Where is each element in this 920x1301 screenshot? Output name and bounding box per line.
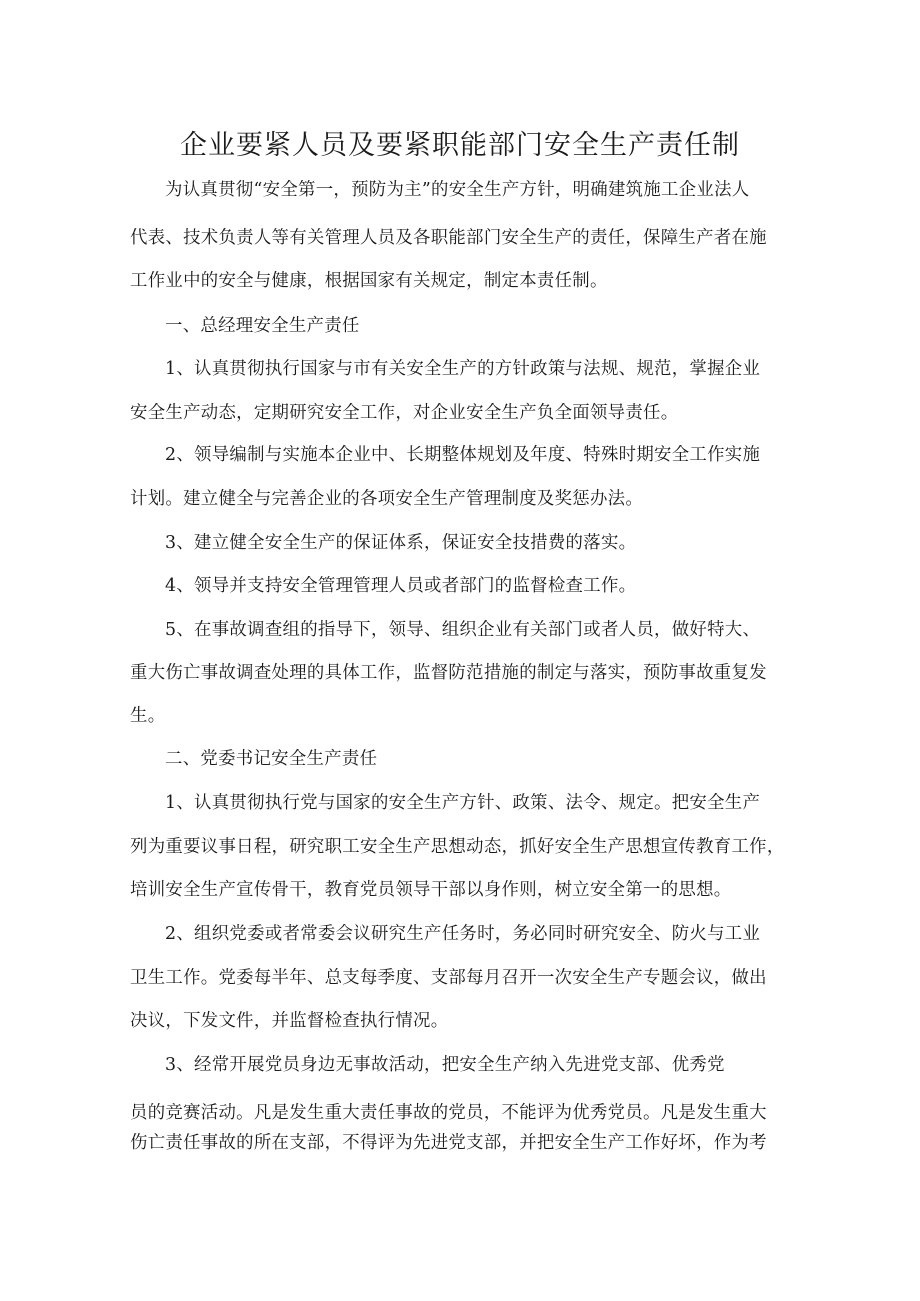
- s2-item1-line-1: 1、认真贯彻执行党与国家的安全生产方针、政策、法令、规定。把安全生产: [165, 793, 761, 813]
- s1-item3: 3、建立健全安全生产的保证体系，保证安全技措费的落实。: [165, 533, 637, 553]
- s1-item5-line-1: 5、在事故调查组的指导下，领导、组织企业有关部门或者人员，做好特大、: [165, 620, 761, 640]
- section1-heading: 一、总经理安全生产责任: [165, 316, 360, 336]
- s1-item4: 4、领导并支持安全管理管理人员或者部门的监督检查工作。: [165, 576, 637, 596]
- s1-item5-line-3: 生。: [130, 706, 166, 726]
- s2-item2-line-1: 2、组织党委或者常委会议研究生产任务时，务必同时研究安全、防火与工业: [165, 924, 761, 944]
- s2-item3-line-2: 员的竞赛活动。凡是发生重大责任事故的党员，不能评为优秀党员。凡是发生重大: [130, 1103, 767, 1123]
- section2-heading: 二、党委书记安全生产责任: [165, 749, 378, 769]
- s2-item3-line-1: 3、经常开展党员身边无事故活动，把安全生产纳入先进党支部、优秀党: [165, 1055, 725, 1075]
- s2-item1-line-3: 培训安全生产宣传骨干，教育党员领导干部以身作则，树立安全第一的思想。: [130, 880, 732, 900]
- intro-line-1: 为认真贯彻“安全第一，预防为主”的安全生产方针，明确建筑施工企业法人: [165, 180, 750, 200]
- intro-line-3: 工作业中的安全与健康，根据国家有关规定，制定本责任制。: [130, 271, 608, 291]
- s1-item2-line-1: 2、领导编制与实施本企业中、长期整体规划及年度、特殊时期安全工作实施: [165, 445, 761, 465]
- s1-item2-line-2: 计划。建立健全与完善企业的各项安全生产管理制度及奖惩办法。: [130, 489, 644, 509]
- s1-item1-line-1: 1、认真贯彻执行国家与市有关安全生产的方针政策与法规、规范，掌握企业: [165, 359, 761, 379]
- s2-item3-line-3: 伤亡责任事故的所在支部，不得评为先进党支部，并把安全生产工作好坏，作为考: [130, 1133, 767, 1153]
- document-title: 企业要紧人员及要紧职能部门安全生产责任制: [180, 130, 740, 161]
- s2-item2-line-3: 决议，下发文件，并监督检查执行情况。: [130, 1011, 449, 1031]
- s2-item1-line-2: 列为重要议事日程，研究职工安全生产思想动态，抓好安全生产思想宣传教育工作，: [130, 837, 785, 857]
- s2-item2-line-2: 卫生工作。党委每半年、总支每季度、支部每月召开一次安全生产专题会议，做出: [130, 968, 767, 988]
- s1-item1-line-2: 安全生产动态，定期研究安全工作，对企业安全生产负全面领导责任。: [130, 403, 679, 423]
- s1-item5-line-2: 重大伤亡事故调查处理的具体工作，监督防范措施的制定与落实，预防事故重复发: [130, 663, 767, 683]
- intro-line-2: 代表、技术负责人等有关管理人员及各职能部门安全生产的责任，保障生产者在施: [130, 228, 767, 248]
